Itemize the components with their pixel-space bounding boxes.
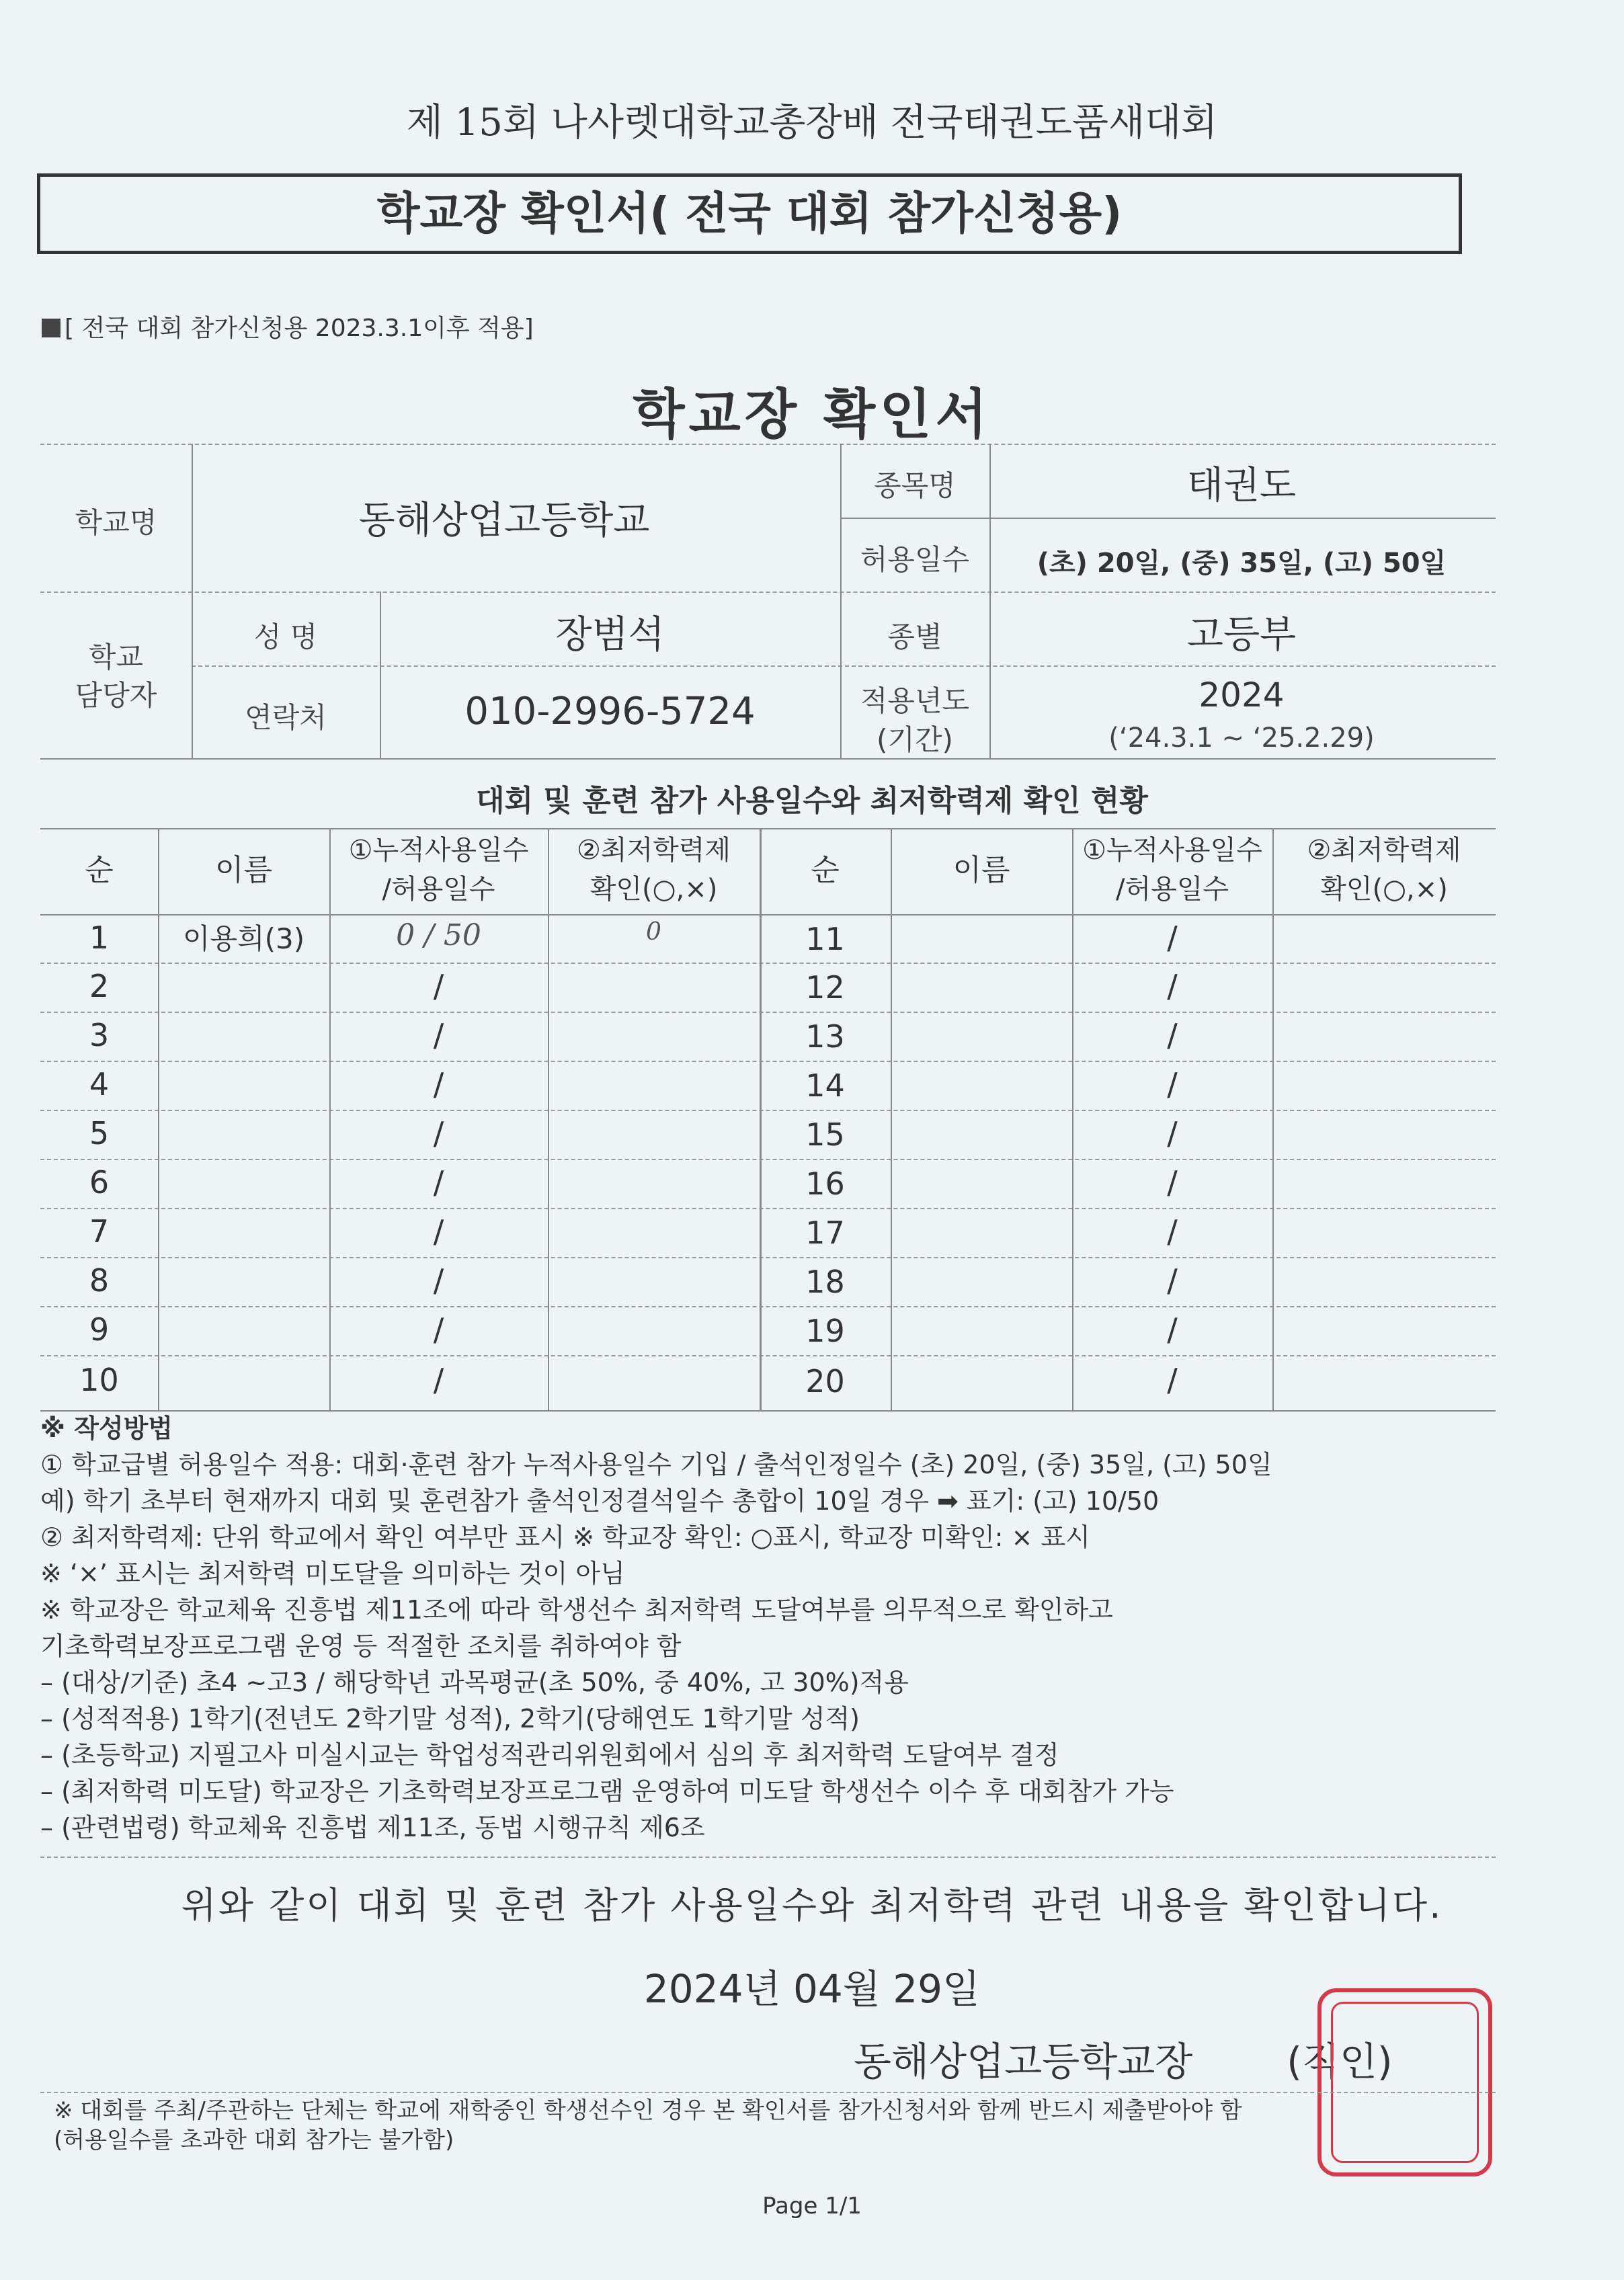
table-line-header bbox=[40, 914, 1496, 915]
note-line: ※ ‘×’ 표시는 최저학력 미도달을 의미하는 것이 아님 bbox=[40, 1559, 625, 1588]
row-no: 9 bbox=[89, 1311, 110, 1348]
year-value: 2024 bbox=[1199, 676, 1285, 715]
table-row-line bbox=[40, 1012, 1496, 1013]
header-seq: 순 bbox=[85, 853, 114, 887]
row-no: 8 bbox=[89, 1262, 110, 1299]
doc-title: 학교장 확인서( 전국 대회 참가신청용) bbox=[376, 188, 1123, 239]
note-line: ※ 학교장은 학교체육 진흥법 제11조에 따라 학생선수 최저학력 도달여부를 의무적으로 확인하고 bbox=[40, 1595, 1113, 1625]
header-seq: 순 bbox=[811, 853, 840, 887]
table-vline bbox=[158, 828, 159, 1410]
row-check: 0 bbox=[646, 918, 661, 946]
sport-label: 종목명 bbox=[874, 469, 956, 502]
info-line-school bbox=[40, 592, 1496, 593]
manager-label-2: 담당자 bbox=[75, 679, 157, 712]
note-line: – (최저학력 미도달) 학교장은 기초학력보장프로그램 운영하여 미도달 학생선수 이수 후 대회참가 가능 bbox=[40, 1777, 1174, 1806]
note-line: – (성적적용) 1학기(전년도 2학기말 성적), 2학기(당해연도 1학기말 성적) bbox=[40, 1704, 860, 1734]
row-days: / bbox=[1167, 1311, 1178, 1348]
year-period: (‘24.3.1 ~ ‘25.2.29) bbox=[1108, 723, 1375, 754]
category-value: 고등부 bbox=[1186, 613, 1297, 657]
row-no: 17 bbox=[805, 1215, 845, 1251]
row-days: / bbox=[1167, 1164, 1178, 1200]
row-days: / bbox=[1167, 1066, 1178, 1102]
info-line-name bbox=[192, 665, 1496, 667]
square-bullet-icon bbox=[42, 319, 60, 337]
row-no: 19 bbox=[805, 1313, 845, 1349]
row-days: / bbox=[1167, 1213, 1178, 1250]
row-days: / bbox=[433, 1213, 444, 1250]
row-no: 12 bbox=[805, 969, 845, 1006]
header-acad-2: 확인(○,×) bbox=[1320, 874, 1448, 905]
table-title: 대회 및 훈련 참가 사용일수와 최저학력제 확인 현황 bbox=[476, 784, 1148, 818]
notes-divider bbox=[40, 1857, 1496, 1858]
row-no: 3 bbox=[89, 1017, 110, 1053]
row-days: / bbox=[1167, 1017, 1178, 1053]
row-days: / bbox=[433, 1066, 444, 1102]
row-no: 14 bbox=[805, 1067, 845, 1104]
row-no: 4 bbox=[89, 1066, 110, 1102]
seal-label: (직인) bbox=[1287, 2039, 1393, 2084]
info-line-sport bbox=[840, 518, 1496, 519]
row-days: / bbox=[1167, 968, 1178, 1004]
header-acad-2: 확인(○,×) bbox=[590, 874, 718, 905]
row-days: / bbox=[433, 1362, 444, 1398]
sub-note bbox=[42, 309, 534, 343]
table-row-line bbox=[40, 1159, 1496, 1160]
note-line: ② 최저학력제: 단위 학교에서 확인 여부만 표시 ※ 학교장 확인: ○표시, 학교장 미확인: × 표시 bbox=[40, 1522, 1090, 1552]
confirm-statement: 위와 같이 대회 및 훈련 참가 사용일수와 최저학력 관련 내용을 확인합니다. bbox=[181, 1884, 1443, 1926]
table-row-line bbox=[40, 1355, 1496, 1356]
info-line-top bbox=[40, 444, 1496, 445]
principal-line bbox=[854, 2030, 1393, 2086]
table-row-line bbox=[40, 1208, 1496, 1209]
table-vline bbox=[548, 828, 549, 1410]
row-days: / bbox=[1167, 920, 1178, 956]
header-acad-1: ②최저학력제 bbox=[1307, 835, 1461, 866]
table-vline bbox=[891, 828, 892, 1410]
table-row-line bbox=[40, 1257, 1496, 1258]
school-label: 학교명 bbox=[75, 506, 157, 539]
note-line: ① 학교급별 허용일수 적용: 대회·훈련 참가 누적사용일수 기입 / 출석인정일수 (초) 20일, (중) 35일, (고) 50일 bbox=[40, 1450, 1272, 1479]
contact-value: 010-2996-5724 bbox=[464, 690, 756, 733]
table-row-line bbox=[40, 1061, 1496, 1062]
table-row-line bbox=[40, 1110, 1496, 1111]
header-acad-1: ②최저학력제 bbox=[576, 835, 731, 866]
row-no: 1 bbox=[89, 920, 110, 956]
header-days-1: ①누적사용일수 bbox=[348, 835, 529, 866]
row-no: 7 bbox=[89, 1213, 110, 1250]
table-row-line bbox=[40, 1306, 1496, 1307]
official-seal-stamp bbox=[1317, 1988, 1492, 2176]
table-vline bbox=[1272, 828, 1274, 1410]
bottom-note bbox=[54, 2096, 1242, 2155]
seal-inner-ring bbox=[1331, 2002, 1479, 2163]
row-days: / bbox=[1167, 1115, 1178, 1151]
year-label-1: 적용년도 bbox=[860, 684, 970, 717]
table-row-line bbox=[40, 963, 1496, 964]
name-value: 장범석 bbox=[555, 613, 665, 657]
school-value: 동해상업고등학교 bbox=[358, 499, 650, 542]
sport-value: 태권도 bbox=[1186, 464, 1297, 507]
row-days: / bbox=[433, 1311, 444, 1348]
row-days: / bbox=[1167, 1262, 1178, 1299]
header-name: 이름 bbox=[952, 853, 1010, 887]
allowed-label: 허용일수 bbox=[860, 543, 970, 576]
note-line: 기초학력보장프로그램 운영 등 적절한 조치를 취하여야 함 bbox=[40, 1631, 682, 1661]
row-no: 13 bbox=[805, 1018, 845, 1055]
category-label: 종별 bbox=[887, 620, 942, 653]
header-days-1: ①누적사용일수 bbox=[1082, 835, 1262, 866]
row-no: 2 bbox=[89, 968, 110, 1004]
allowed-value: (초) 20일, (중) 35일, (고) 50일 bbox=[1037, 548, 1447, 579]
page-number: Page 1/1 bbox=[762, 2193, 862, 2220]
note-line: – (관련법령) 학교체육 진흥법 제11조, 동법 시행규칙 제6조 bbox=[40, 1813, 705, 1842]
note-line: – (대상/기준) 초4 ~고3 / 해당학년 과목평균(초 50%, 중 40%, 고 30%)적용 bbox=[40, 1668, 909, 1697]
info-line-bottom bbox=[40, 758, 1496, 760]
note-line: 예) 학기 초부터 현재까지 대회 및 훈련참가 출석인정결석일수 총합이 10일 경우 ➡ 표기: (고) 10/50 bbox=[40, 1486, 1160, 1516]
row-days: / bbox=[433, 1262, 444, 1299]
row-no: 11 bbox=[805, 921, 845, 957]
row-no: 6 bbox=[89, 1164, 110, 1200]
header-days-2: /허용일수 bbox=[1115, 874, 1229, 905]
row-no: 16 bbox=[805, 1166, 845, 1202]
header-days-2: /허용일수 bbox=[382, 874, 495, 905]
sub-note-text: [ 전국 대회 참가신청용 2023.3.1이후 적용] bbox=[65, 315, 534, 342]
row-no: 10 bbox=[79, 1362, 119, 1398]
row-days: / bbox=[433, 1164, 444, 1200]
row-days: / bbox=[1167, 1362, 1178, 1398]
row-no: 15 bbox=[805, 1116, 845, 1153]
row-no: 18 bbox=[805, 1264, 845, 1300]
event-title: 제 15회 나사렛대학교총장배 전국태권도품새대회 bbox=[406, 101, 1218, 145]
contact-label: 연락처 bbox=[245, 701, 327, 734]
row-days: / bbox=[433, 1017, 444, 1053]
doc-title-box bbox=[37, 173, 1462, 254]
bottom-note-line-2: (허용일수를 초과한 대회 참가는 불가함) bbox=[54, 2127, 454, 2154]
row-days: / bbox=[433, 968, 444, 1004]
row-days: 0 / 50 bbox=[396, 918, 481, 952]
name-label: 성 명 bbox=[253, 620, 318, 653]
note-line: – (초등학교) 지필고사 미실시교는 학업성적관리위원회에서 심의 후 최저학력 도달여부 결정 bbox=[40, 1740, 1059, 1770]
issue-date: 2024년 04월 29일 bbox=[643, 1966, 981, 2012]
writing-notes bbox=[40, 1410, 1272, 1846]
notes-heading: ※ 작성방법 bbox=[40, 1414, 173, 1443]
row-name: 이용희(3) bbox=[182, 922, 305, 955]
row-days: / bbox=[433, 1115, 444, 1151]
footer-divider bbox=[40, 2092, 1496, 2093]
header-name: 이름 bbox=[214, 853, 272, 887]
year-label-2: (기간) bbox=[877, 723, 953, 756]
row-no: 5 bbox=[89, 1115, 110, 1151]
main-title: 학교장 확인서 bbox=[633, 383, 991, 446]
bottom-note-line-1: ※ 대회를 주최/주관하는 단체는 학교에 재학중인 학생선수인 경우 본 확인서를 참가신청서와 함께 반드시 제출받아야 함 bbox=[54, 2097, 1242, 2124]
row-no: 20 bbox=[805, 1363, 845, 1399]
principal-name: 동해상업고등학교장 bbox=[854, 2039, 1193, 2084]
table-line-top bbox=[40, 828, 1496, 829]
manager-label-1: 학교 bbox=[88, 641, 144, 674]
